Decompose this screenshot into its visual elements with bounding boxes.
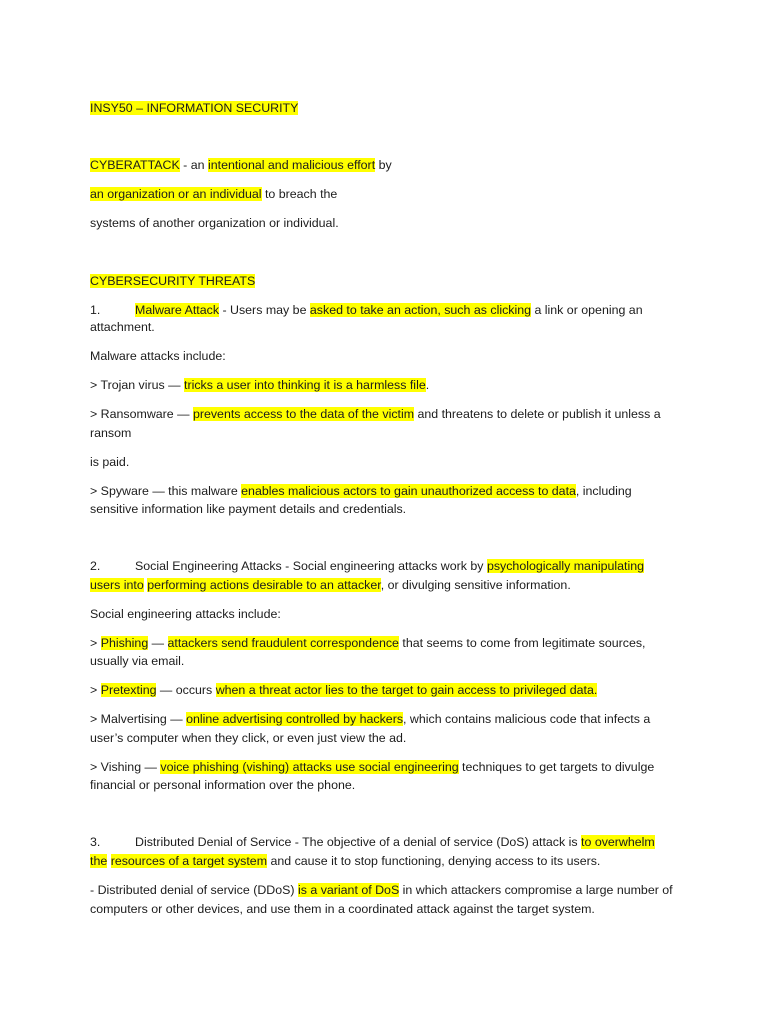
text: > Malvertising — [90, 712, 187, 726]
text: Social Engineering Attacks - Social engineering attacks work by [135, 559, 487, 573]
phishing-line-1 [90, 635, 645, 651]
text: by [375, 158, 392, 172]
malware-title: Malware Attack [135, 303, 220, 317]
highlight: resources of a target system [110, 854, 268, 868]
text: > Vishing — [90, 760, 161, 774]
highlight: voice phishing (vishing) attacks use social engineering [160, 760, 459, 774]
highlight: attackers send fraudulent correspondence [167, 636, 399, 650]
phishing-line-2: usually via email. [90, 654, 185, 668]
title-highlight: INSY50 – INFORMATION SECURITY [90, 101, 299, 115]
spyware-line-1 [90, 483, 632, 499]
text: — occurs [156, 683, 216, 697]
threats-heading-highlight: CYBERSECURITY THREATS [90, 274, 256, 288]
ddos-variant-line-1 [90, 882, 673, 898]
malware-line-1 [90, 302, 643, 318]
highlight: is a variant of DoS [297, 883, 400, 897]
ddos-variant-line-2: computers or other devices, and use them in a coordinated attack against the target system. [90, 902, 595, 916]
list-number: 3. [90, 835, 101, 849]
text: a link or opening an [531, 303, 643, 317]
highlight: Pretexting [100, 683, 157, 697]
text: , including [575, 484, 632, 498]
highlight: an organization or an individual [90, 187, 262, 201]
highlight: asked to take an action, such as clicking [309, 303, 531, 317]
text: , or divulging sensitive information. [380, 578, 571, 592]
highlight: the [90, 854, 108, 868]
ransomware-line-2: ransom [90, 426, 132, 440]
text: and threatens to delete or publish it unless a [414, 407, 661, 421]
text: in which attackers compromise a large number of [399, 883, 673, 897]
document-title [90, 100, 298, 116]
cyberattack-line-3: systems of another organization or individual. [90, 216, 339, 230]
list-number: 1. [90, 303, 101, 317]
malvertising-line-1 [90, 711, 650, 727]
malware-line-2: attachment. [90, 320, 155, 334]
text: > Ransomware — [90, 407, 193, 421]
highlight: users into [90, 578, 144, 592]
text: > [90, 636, 101, 650]
ransomware-line-1 [90, 406, 661, 422]
cyberattack-term: CYBERATTACK [90, 158, 180, 172]
list-number: 2. [90, 559, 101, 573]
social-line-1 [90, 558, 644, 574]
malvertising-line-2: user’s computer when they click, or even just view the ad. [90, 731, 407, 745]
text: Distributed Denial of Service - The objective of a denial of service (DoS) attack is [135, 835, 582, 849]
pretexting-line [90, 682, 597, 698]
social-line-2 [90, 577, 571, 593]
cyberattack-line-2 [90, 186, 337, 202]
highlight: prevents access to the data of the victim [192, 407, 415, 421]
text: , which contains malicious code that infects a [403, 712, 651, 726]
trojan-line [90, 377, 429, 393]
text: > [90, 683, 101, 697]
text: - Distributed denial of service (DDoS) [90, 883, 298, 897]
highlight: when a threat actor lies to the target to gain access to privileged data. [215, 683, 598, 697]
spyware-line-2: sensitive information like payment details and credentials. [90, 502, 407, 516]
ddos-line-2 [90, 853, 600, 869]
social-include: Social engineering attacks include: [90, 607, 281, 621]
text: > Spyware — this malware [90, 484, 242, 498]
threats-heading [90, 273, 255, 289]
text: to breach the [261, 187, 338, 201]
text: techniques to get targets to divulge [458, 760, 655, 774]
ransomware-line-3: is paid. [90, 455, 130, 469]
text: that seems to come from legitimate sources, [398, 636, 646, 650]
highlight: performing actions desirable to an attacker [147, 578, 381, 592]
highlight: tricks a user into thinking it is a harmless file [184, 378, 426, 392]
ddos-line-1 [90, 834, 655, 850]
vishing-line-1 [90, 759, 654, 775]
highlight: Phishing [100, 636, 149, 650]
highlight: to overwhelm [581, 835, 655, 849]
highlight: online advertising controlled by hackers [186, 712, 404, 726]
text: — [148, 636, 168, 650]
text: - an [179, 158, 208, 172]
text: and cause it to stop functioning, denying access to its users. [267, 854, 601, 868]
highlight: intentional and malicious effort [207, 158, 376, 172]
text: . [425, 378, 430, 392]
text: > Trojan virus — [90, 378, 184, 392]
highlight: psychologically manipulating [486, 559, 644, 573]
text: - Users may be [219, 303, 310, 317]
cyberattack-line-1 [90, 157, 392, 173]
highlight: enables malicious actors to gain unauthorized access to data [241, 484, 576, 498]
vishing-line-2: financial or personal information over the phone. [90, 778, 356, 792]
malware-include: Malware attacks include: [90, 349, 226, 363]
